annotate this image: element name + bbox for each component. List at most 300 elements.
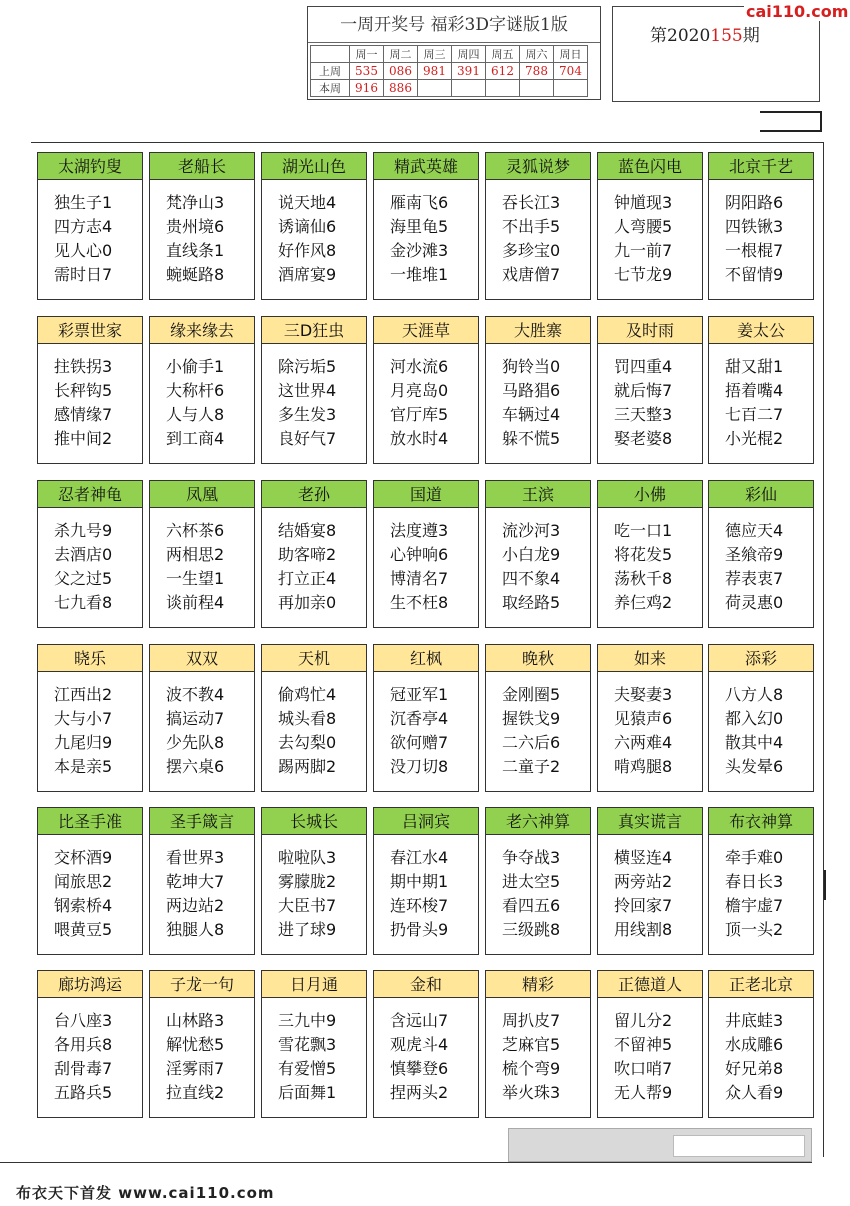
cell-line: 独腿人8 [166,920,225,939]
cell-line: 春江水4 [390,848,449,867]
cell-line: 吹口哨7 [614,1059,673,1078]
cell-lines [54,846,112,942]
puzzle-cell [708,152,814,300]
cell-line: 良好气7 [278,429,337,448]
bottom-bar [0,1162,812,1177]
cell-line: 不留神5 [614,1035,673,1054]
cell-line: 官厅库5 [390,405,449,424]
cell-lines [390,191,448,287]
cell-line: 争夺战3 [502,848,561,867]
cell-line: 夫娶妻3 [614,685,673,704]
cell-title: 布衣神算 [709,808,813,835]
cell-line: 需时日7 [54,265,113,284]
cell-line: 进了球9 [278,920,337,939]
draw-number [520,80,554,97]
puzzle-cell [597,807,703,955]
puzzle-cell [708,644,814,792]
puzzle-cell [485,480,591,628]
issue-label [650,21,760,46]
issue-number: 155 [710,26,743,46]
cell-line: 狗铃当0 [502,357,561,376]
cell-line: 不留情9 [725,265,784,284]
footer-panel [508,1128,812,1162]
cell-lines [278,846,336,942]
cell-title: 吕洞宾 [374,808,478,835]
cell-title: 正老北京 [709,971,813,998]
cell-line: 大称杆6 [166,381,225,400]
cell-line: 井底蛙3 [725,1011,784,1030]
cell-title: 缘来缘去 [150,317,254,344]
cell-line: 二童子2 [502,757,561,776]
puzzle-cell [708,480,814,628]
cell-lines [278,355,336,451]
puzzle-cell [708,316,814,464]
draw-number [486,80,520,97]
cell-title: 蓝色闪电 [598,153,702,180]
cell-line: 多珍宝0 [502,241,561,260]
cell-line: 含远山7 [390,1011,449,1030]
cell-line: 台八座3 [54,1011,113,1030]
puzzle-cell [373,807,479,955]
cell-line: 金刚圈5 [502,685,561,704]
cell-line: 捂着嘴4 [725,381,784,400]
cell-title: 正德道人 [598,971,702,998]
draw-number [418,80,452,97]
cell-line: 阴阳路6 [725,193,784,212]
cell-title: 彩仙 [709,481,813,508]
cell-lines [502,1009,560,1105]
draw-number [554,80,588,97]
puzzle-cell [261,480,367,628]
cell-line: 将花发5 [614,545,673,564]
cell-line: 这世界4 [278,381,337,400]
cell-title: 太湖钓叟 [38,153,142,180]
draw-number: 086 [384,63,418,80]
cell-line: 养仨鸡2 [614,593,673,612]
draw-number: 916 [350,80,384,97]
cell-line: 七九看8 [54,593,113,612]
cell-line: 雾朦胧2 [278,872,337,891]
cell-line: 春日长3 [725,872,784,891]
cell-lines [390,683,448,779]
cell-title: 廊坊鸿运 [38,971,142,998]
cell-line: 去酒店0 [54,545,113,564]
puzzle-cell [149,152,255,300]
puzzle-grid [31,142,824,1157]
frame-line [820,111,822,132]
cell-line: 四方志4 [54,217,113,236]
draw-number: 704 [554,63,588,80]
cell-line: 山林路3 [166,1011,225,1030]
cell-line: 少先队8 [166,733,225,752]
cell-lines [502,683,560,779]
cell-line: 雪花飘3 [278,1035,337,1054]
cell-lines [502,519,560,615]
cell-title: 子龙一句 [150,971,254,998]
cell-lines [725,355,783,451]
cell-line: 握铁戈9 [502,709,561,728]
last-week-label: 上周 [311,63,350,80]
cell-lines [502,191,560,287]
puzzle-cell [261,316,367,464]
puzzle-cell [37,152,143,300]
cell-line: 生不枉8 [390,593,449,612]
cell-line: 博清名7 [390,569,449,588]
cell-line: 三天整3 [614,405,673,424]
cell-title: 湖光山色 [262,153,366,180]
cell-lines [502,846,560,942]
cell-line: 除污垢5 [278,357,337,376]
cell-line: 酒席宴9 [278,265,337,284]
this-week-label: 本周 [311,80,350,97]
cell-line: 长秤钩5 [54,381,113,400]
puzzle-cell [597,644,703,792]
cell-title: 天机 [262,645,366,672]
site-watermark: cai110.com [746,2,849,21]
puzzle-cell [597,970,703,1118]
draw-number: 981 [418,63,452,80]
cell-line: 德应天4 [725,521,784,540]
puzzle-cell [261,644,367,792]
cell-line: 荷灵惠0 [725,593,784,612]
cell-line: 戏唐僧7 [502,265,561,284]
cell-line: 七百二7 [725,405,784,424]
cell-line: 都入幻0 [725,709,784,728]
cell-line: 梳个弯9 [502,1059,561,1078]
this-week-row [311,80,588,97]
cell-line: 去勾梨0 [278,733,337,752]
draw-number: 535 [350,63,384,80]
puzzle-cell [708,807,814,955]
draw-table [310,45,588,97]
cell-line: 钟馗现3 [614,193,673,212]
issue-prefix: 第2020 [650,26,711,46]
cell-line: 水成雕6 [725,1035,784,1054]
day-label: 周日 [554,46,588,63]
cell-lines [614,1009,672,1105]
cell-title: 长城长 [262,808,366,835]
cell-lines [614,191,672,287]
cell-line: 好兄弟8 [725,1059,784,1078]
puzzle-cell [149,316,255,464]
cell-line: 大与小7 [54,709,113,728]
puzzle-cell [37,316,143,464]
cell-line: 月亮岛0 [390,381,449,400]
cell-line: 两相思2 [166,545,225,564]
cell-lines [54,191,112,287]
cell-title: 彩票世家 [38,317,142,344]
cell-line: 拎回家7 [614,896,673,915]
cell-line: 搞运动7 [166,709,225,728]
cell-line: 圣飨帝9 [725,545,784,564]
puzzle-cell [149,970,255,1118]
cell-line: 车辆过4 [502,405,561,424]
cell-line: 淫雾雨7 [166,1059,225,1078]
cell-line: 留儿分2 [614,1011,673,1030]
puzzle-cell [261,970,367,1118]
draw-corner [311,46,350,63]
cell-title: 忍者神龟 [38,481,142,508]
cell-line: 闻旅思2 [54,872,113,891]
cell-line: 头发晕6 [725,757,784,776]
cell-line: 五路兵5 [54,1083,113,1102]
cell-line: 一根棍7 [725,241,784,260]
cell-line: 娶老婆8 [614,429,673,448]
cell-title: 晓乐 [38,645,142,672]
puzzle-cell [485,807,591,955]
draw-number: 391 [452,63,486,80]
cell-line: 周扒皮7 [502,1011,561,1030]
cell-line: 顶一头2 [725,920,784,939]
cell-lines [390,519,448,615]
cell-line: 荐表衷7 [725,569,784,588]
cell-title: 王滨 [486,481,590,508]
cell-line: 连环梭7 [390,896,449,915]
cell-line: 梵净山3 [166,193,225,212]
cell-line: 好作风8 [278,241,337,260]
puzzle-cell [261,807,367,955]
cell-line: 七节龙9 [614,265,673,284]
cell-lines [54,519,112,615]
cell-title: 圣手箴言 [150,808,254,835]
cell-line: 推中间2 [54,429,113,448]
cell-line: 独生子1 [54,193,113,212]
cell-line: 雁南飞6 [390,193,449,212]
cell-title: 双双 [150,645,254,672]
cell-lines [54,355,112,451]
cell-line: 小白龙9 [502,545,561,564]
cell-line: 六两难4 [614,733,673,752]
cell-line: 众人看9 [725,1083,784,1102]
puzzle-cell [373,152,479,300]
cell-title: 大胜寨 [486,317,590,344]
draw-number: 788 [520,63,554,80]
cell-line: 小偷手1 [166,357,225,376]
puzzle-cell [597,480,703,628]
cell-line: 八方人8 [725,685,784,704]
cell-lines [54,683,112,779]
cell-line: 城头看8 [278,709,337,728]
puzzle-cell [597,316,703,464]
day-label: 周三 [418,46,452,63]
last-week-row [311,63,588,80]
cell-line: 乾坤大7 [166,872,225,891]
cell-title: 三D狂虫 [262,317,366,344]
cell-line: 冠亚军1 [390,685,449,704]
cell-line: 沉香亭4 [390,709,449,728]
cell-line: 谈前程4 [166,593,225,612]
cell-line: 流沙河3 [502,521,561,540]
cell-line: 一堆堆1 [390,265,449,284]
cell-line: 看世界3 [166,848,225,867]
cell-lines [614,846,672,942]
cell-line: 吃一口1 [614,521,673,540]
cell-line: 金沙滩3 [390,241,449,260]
cell-line: 见人心0 [54,241,113,260]
cell-title: 添彩 [709,645,813,672]
cell-lines [725,519,783,615]
puzzle-cell [261,152,367,300]
footer-blank-box [673,1135,805,1157]
cell-line: 打立正4 [278,569,337,588]
puzzle-cell [485,970,591,1118]
cell-line: 用线割8 [614,920,673,939]
cell-line: 慎攀登6 [390,1059,449,1078]
cell-line: 摆六桌6 [166,757,225,776]
cell-title: 天涯草 [374,317,478,344]
cell-line: 九尾归9 [54,733,113,752]
cell-line: 再加亲0 [278,593,337,612]
cell-line: 捏两头2 [390,1083,449,1102]
cell-line: 多生发3 [278,405,337,424]
puzzle-cell [373,644,479,792]
cell-lines [390,846,448,942]
cell-title: 晚秋 [486,645,590,672]
cell-line: 观虎斗4 [390,1035,449,1054]
cell-line: 荡秋千8 [614,569,673,588]
cell-title: 精彩 [486,971,590,998]
cell-title: 姜太公 [709,317,813,344]
cell-lines [614,519,672,615]
cell-line: 杀九号9 [54,521,113,540]
cell-line: 就后悔7 [614,381,673,400]
puzzle-cell [37,644,143,792]
cell-title: 真实谎言 [598,808,702,835]
cell-line: 罚四重4 [614,357,673,376]
cell-line: 感情缘7 [54,405,113,424]
cell-line: 无人帮9 [614,1083,673,1102]
cell-lines [725,846,783,942]
day-label: 周四 [452,46,486,63]
puzzle-cell [373,970,479,1118]
cell-line: 各用兵8 [54,1035,113,1054]
draw-number: 886 [384,80,418,97]
cell-line: 九一前7 [614,241,673,260]
cell-line: 诱谪仙6 [278,217,337,236]
cell-line: 助客啼2 [278,545,337,564]
cell-line: 喂黄豆5 [54,920,113,939]
cell-line: 檐宇虚7 [725,896,784,915]
puzzle-cell [37,807,143,955]
cell-title: 如来 [598,645,702,672]
cell-line: 甜又甜1 [725,357,784,376]
cell-line: 海里龟5 [390,217,449,236]
cell-line: 两边站2 [166,896,225,915]
cell-line: 二六后6 [502,733,561,752]
cell-lines [278,1009,336,1105]
cell-title: 灵狐说梦 [486,153,590,180]
cell-line: 躲不慌5 [502,429,561,448]
puzzle-cell [37,480,143,628]
cell-line: 芝麻官5 [502,1035,561,1054]
cell-line: 六杯茶6 [166,521,225,540]
cell-lines [725,191,783,287]
cell-line: 散其中4 [725,733,784,752]
weekly-draw-box [307,6,601,100]
cell-line: 横竖连4 [614,848,673,867]
cell-lines [390,355,448,451]
cell-line: 两旁站2 [614,872,673,891]
cell-line: 结婚宴8 [278,521,337,540]
cell-lines [502,355,560,451]
cell-line: 拄铁拐3 [54,357,113,376]
cell-lines [614,355,672,451]
draw-days-row [311,46,588,63]
cell-line: 四铁锹3 [725,217,784,236]
cell-line: 人与人8 [166,405,225,424]
cell-lines [278,683,336,779]
puzzle-cell [149,644,255,792]
cell-line: 欲何赠7 [390,733,449,752]
frame-line [760,111,822,113]
cell-line: 父之过5 [54,569,113,588]
puzzle-cell [149,807,255,955]
cell-lines [278,191,336,287]
cell-line: 刮骨毒7 [54,1059,113,1078]
day-label: 周二 [384,46,418,63]
cell-title: 日月通 [262,971,366,998]
cell-line: 取经路5 [502,593,561,612]
puzzle-cell [373,480,479,628]
frame-line [824,870,826,900]
cell-title: 精武英雄 [374,153,478,180]
cell-title: 比圣手准 [38,808,142,835]
puzzle-cell [149,480,255,628]
cell-line: 大臣书7 [278,896,337,915]
cell-line: 踢两脚2 [278,757,337,776]
cell-line: 拉直线2 [166,1083,225,1102]
cell-line: 吞长江3 [502,193,561,212]
day-label: 周一 [350,46,384,63]
cell-line: 河水流6 [390,357,449,376]
frame-line [760,130,822,132]
day-label: 周五 [486,46,520,63]
puzzle-cell [485,644,591,792]
cell-line: 四不象4 [502,569,561,588]
cell-line: 贵州境6 [166,217,225,236]
cell-line: 进太空5 [502,872,561,891]
cell-lines [166,683,224,779]
cell-line: 三九中9 [278,1011,337,1030]
cell-lines [166,519,224,615]
cell-line: 马路猖6 [502,381,561,400]
cell-line: 钢索桥4 [54,896,113,915]
cell-title: 及时雨 [598,317,702,344]
cell-lines [725,683,783,779]
cell-title: 国道 [374,481,478,508]
cell-line: 人弯腰5 [614,217,673,236]
cell-line: 小光棍2 [725,429,784,448]
cell-line: 啦啦队3 [278,848,337,867]
puzzle-cell [708,970,814,1118]
cell-lines [166,1009,224,1105]
cell-line: 没刀切8 [390,757,449,776]
footer-credit: 布衣天下首发 www.cai110.com [16,1184,275,1202]
puzzle-cell [597,152,703,300]
cell-line: 有爱憎5 [278,1059,337,1078]
cell-lines [166,191,224,287]
cell-line: 一生望1 [166,569,225,588]
cell-lines [614,683,672,779]
puzzle-cell [373,316,479,464]
cell-line: 见猿声6 [614,709,673,728]
cell-lines [725,1009,783,1105]
draw-number [452,80,486,97]
cell-line: 不出手5 [502,217,561,236]
cell-title: 老六神算 [486,808,590,835]
cell-line: 波不教4 [166,685,225,704]
cell-line: 三级跳8 [502,920,561,939]
